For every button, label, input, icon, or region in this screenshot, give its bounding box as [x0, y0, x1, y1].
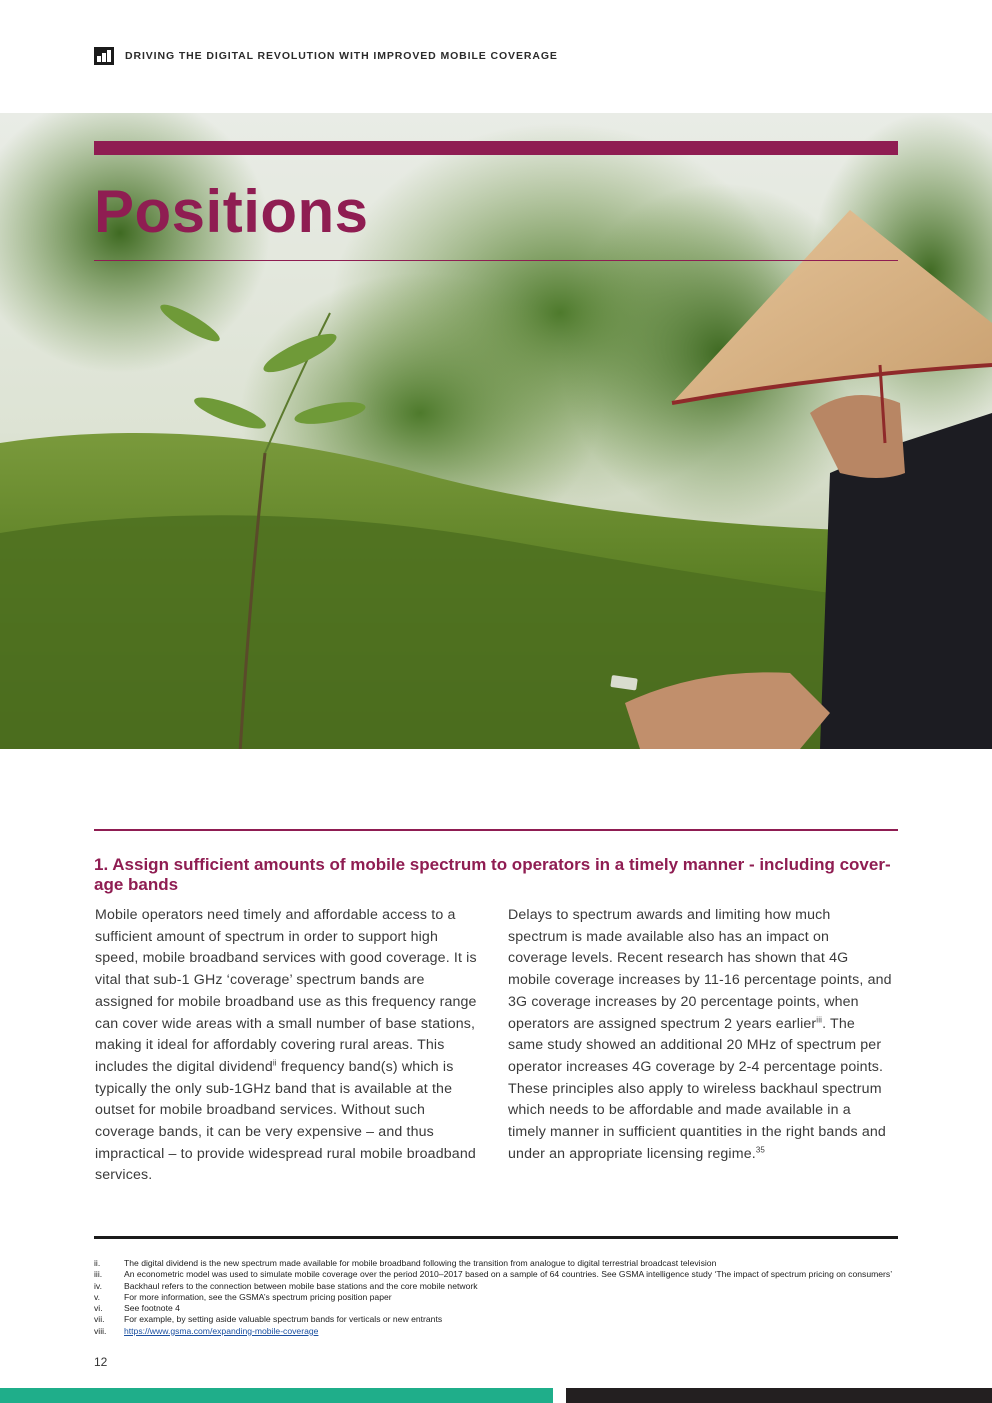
footnote — [94, 1314, 898, 1325]
footnote-number: viii. — [94, 1325, 107, 1336]
right-column — [508, 905, 892, 1165]
left-text-1: Mobile operators need timely and affordable access to a sufficient amount of spectrum in order to support high speed, mobile broadband services with good coverage. It is vital that sub-1 GHz ‘coverage’ spectrum bands are assigned for mobile broadband use as this frequency range can cover wide areas with a small number of base stations, making it ideal for affordably covering rural areas. This includes the digital dividend — [95, 907, 477, 1075]
footnote-number: ii. — [94, 1258, 101, 1268]
header-title: DRIVING THE DIGITAL REVOLUTION WITH IMPROVED MOBILE COVERAGE — [125, 50, 558, 62]
footnote-text: An econometric model was used to simulate mobile coverage over the period 2010–2017 based on a sample of 64 countries. See GSMA intelligence study ‘The impact of spectrum pricing on consumers’ — [124, 1269, 893, 1280]
footnote-text: For example, by setting aside valuable spectrum bands for verticals or new entrants — [124, 1314, 443, 1325]
footnote — [94, 1258, 898, 1269]
footer-dark-bar — [566, 1388, 992, 1403]
section-heading: 1. Assign sufficient amounts of mobile spectrum to operators in a timely manner - including cover-age bands — [94, 855, 891, 894]
left-text-2: frequency band(s) which is typically the only sub-1GHz band that is available at the outset for mobile broadband services. Without such coverage bands, it can be very expensive – and thus impractical – to provide widespread rural mobile broadband services. — [95, 1058, 476, 1184]
footnotes — [94, 1258, 898, 1337]
footnote-number: v. — [94, 1291, 101, 1302]
footnote-text: For more information, see the GSMA’s spectrum pricing position paper — [124, 1291, 392, 1302]
footnote-number: vi. — [94, 1303, 103, 1314]
footnote — [94, 1292, 898, 1303]
title-accent-bar — [94, 141, 898, 155]
footnote — [94, 1269, 898, 1280]
footnote-divider — [94, 1236, 898, 1239]
footnote-text: The digital dividend is the new spectrum made available for mobile broadband following the transition from analogue to digital terrestrial broadcast television — [124, 1258, 717, 1268]
page-number: 12 — [94, 1355, 108, 1369]
footnote — [94, 1281, 898, 1292]
right-text-1: Delays to spectrum awards and limiting how much spectrum is made available also has an impact on coverage levels. Recent research has shown that 4G mobile coverage increases by 11-16 percentage points, and 3G coverage increases by 20 percentage points, when operators are assigned spectrum 2 years earlier — [508, 907, 892, 1032]
page-header — [94, 46, 558, 66]
footnote — [94, 1326, 898, 1337]
footnote-number: iii. — [94, 1269, 103, 1280]
building-icon — [94, 47, 114, 65]
footnote — [94, 1303, 898, 1314]
footnote-ref[interactable]: ii — [272, 1058, 277, 1068]
footnote-text: See footnote 4 — [124, 1303, 180, 1314]
right-text-2: . The same study showed an additional 20 MHz of spectrum per operator increases 4G coverage by 2-4 percentage points. These principles also apply to wireless backhaul spectrum which needs to be affordable and made available in a timely manner in sufficient quantities in the right bands and under an appropriate licensing regime. — [508, 1015, 886, 1162]
right-paragraph — [508, 905, 892, 1165]
left-column — [95, 905, 479, 1187]
footnote-number: vii. — [94, 1314, 105, 1325]
footer-green-bar — [0, 1388, 553, 1403]
footnote-ref[interactable]: iii — [816, 1014, 823, 1024]
page-title: Positions — [94, 178, 369, 245]
section-divider — [94, 829, 898, 831]
footnote-ref[interactable]: 35 — [755, 1145, 766, 1154]
footnote-number: iv. — [94, 1280, 102, 1291]
coverage-link[interactable]: https://www.gsma.com/expanding-mobile-coverage — [124, 1325, 319, 1336]
title-divider — [94, 260, 898, 261]
left-paragraph — [95, 905, 479, 1187]
footnote-text: Backhaul refers to the connection between mobile base stations and the core mobile network — [124, 1280, 478, 1291]
